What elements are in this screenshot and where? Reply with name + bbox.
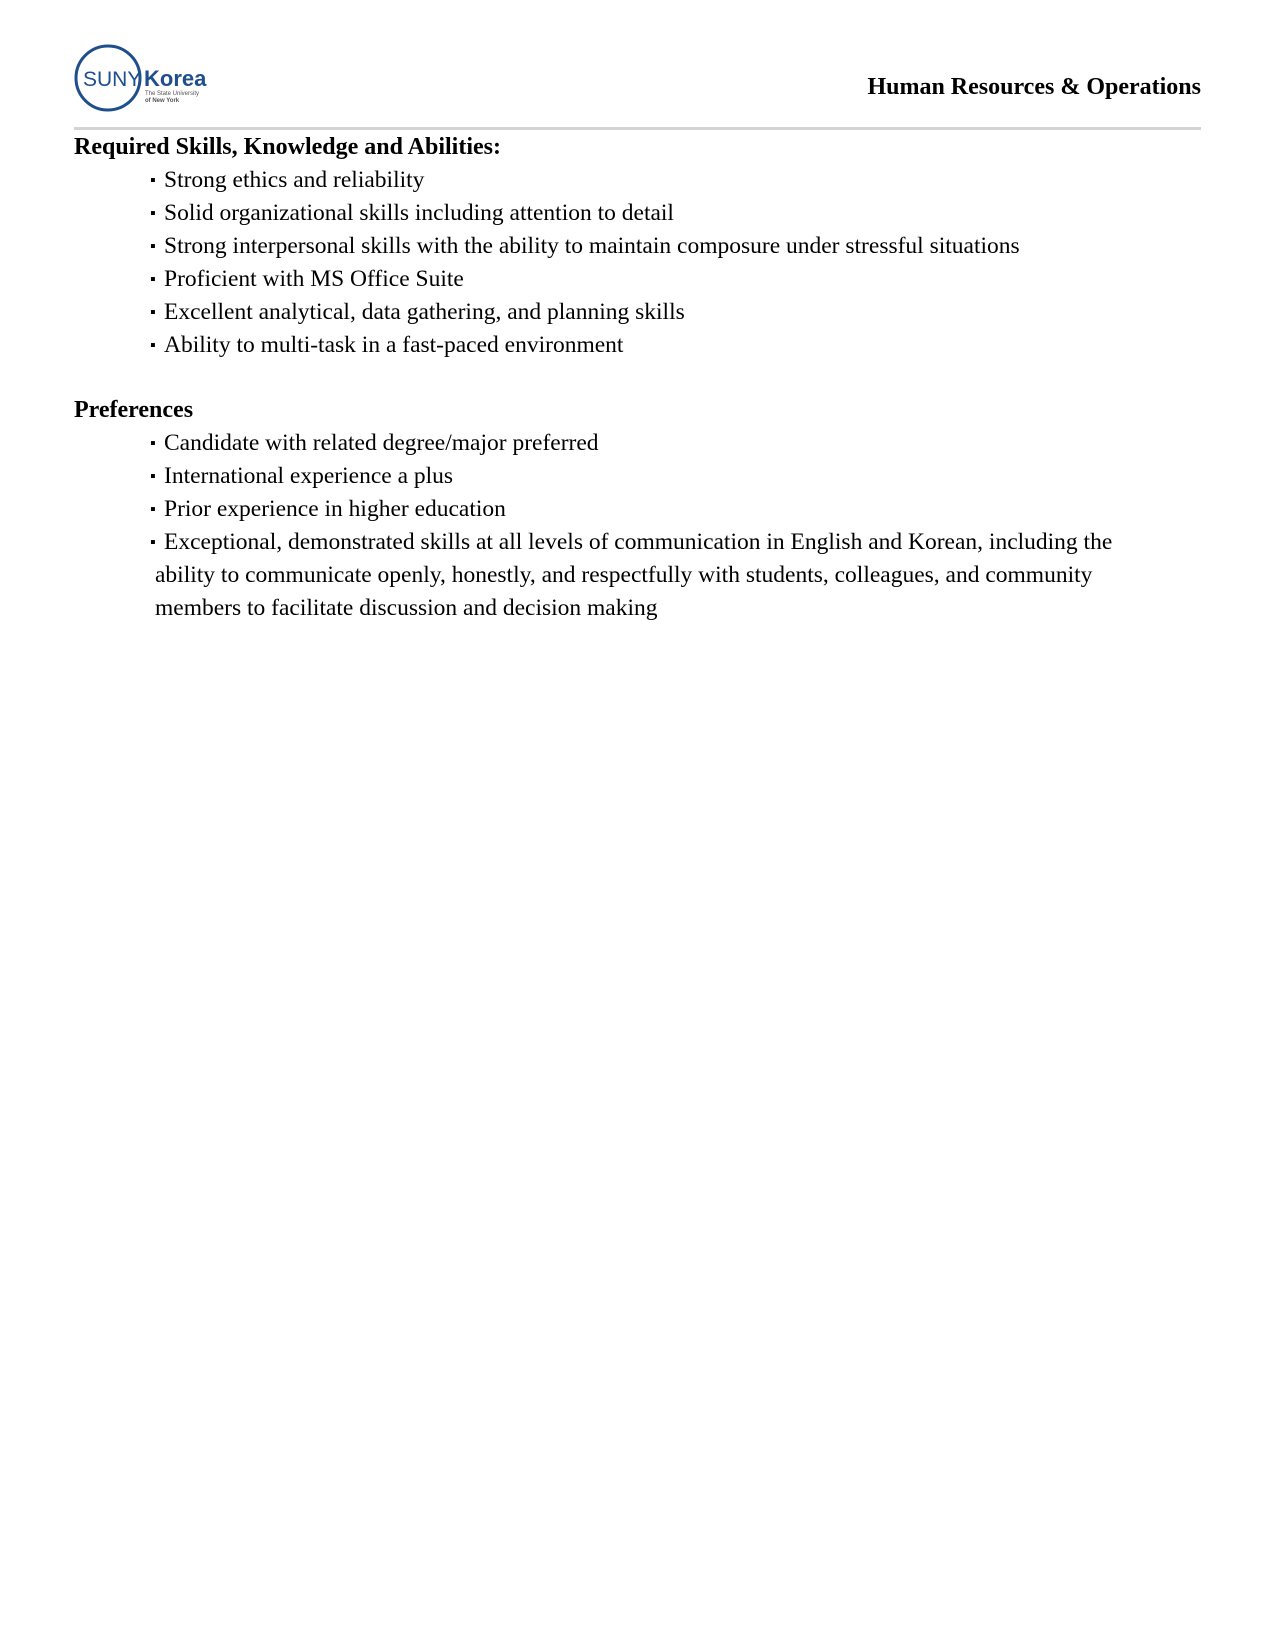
preferences-list [74,427,1201,625]
list-item [150,230,1201,263]
logo-circle-text: SUNY [83,68,142,91]
list-item [150,493,1201,526]
list-item-continuation: members to facilitate discussion and decision making [155,595,658,621]
bullet-icon: ▪ [150,172,156,189]
list-item-text: Strong interpersonal skills with the ability to maintain composure under stressful situations [164,233,1020,259]
logo-word: Korea [144,66,207,91]
header-divider [74,127,1201,130]
document-body [74,131,1201,625]
section-spacer [74,362,1201,394]
section-heading-required-skills: Required Skills, Knowledge and Abilities: [74,134,501,160]
list-item-text: Solid organizational skills including attention to detail [164,200,674,226]
department-title: Human Resources & Operations [867,74,1201,100]
list-item-text: Proficient with MS Office Suite [164,266,464,292]
list-item [150,296,1201,329]
section-heading-preferences: Preferences [74,397,194,423]
list-item [150,164,1201,197]
logo-subtitle-line2: of New York [145,98,180,104]
suny-korea-logo [74,44,214,116]
list-item [150,526,1201,625]
list-item-text: Excellent analytical, data gathering, and planning skills [164,299,685,325]
bullet-icon: ▪ [150,337,156,354]
bullet-icon: ▪ [150,205,156,222]
list-item-line [150,526,1201,559]
list-item [150,263,1201,296]
bullet-icon: ▪ [150,271,156,288]
bullet-icon: ▪ [150,534,156,551]
logo-subtitle-line1: The State University [145,91,200,97]
page-header [0,0,1275,130]
bullet-icon: ▪ [150,501,156,518]
bullet-icon: ▪ [150,468,156,485]
required-skills-section [74,131,1201,362]
list-item [150,197,1201,230]
required-skills-list [74,164,1201,362]
list-item-text: Exceptional, demonstrated skills at all levels of communication in English and Korean, including the [164,529,1113,555]
list-item-text: Prior experience in higher education [164,496,506,522]
list-item-continuation: ability to communicate openly, honestly, and respectfully with students, colleagues, and community [155,562,1093,588]
list-item [150,460,1201,493]
list-item-text: Candidate with related degree/major preferred [164,430,599,456]
list-item [150,329,1201,362]
preferences-section [74,394,1201,625]
bullet-icon: ▪ [150,304,156,321]
list-item-text: International experience a plus [164,463,454,489]
list-item-text: Strong ethics and reliability [164,167,425,193]
bullet-icon: ▪ [150,435,156,452]
list-item-text: Ability to multi-task in a fast-paced environment [164,332,624,358]
list-item [150,427,1201,460]
bullet-icon: ▪ [150,238,156,255]
